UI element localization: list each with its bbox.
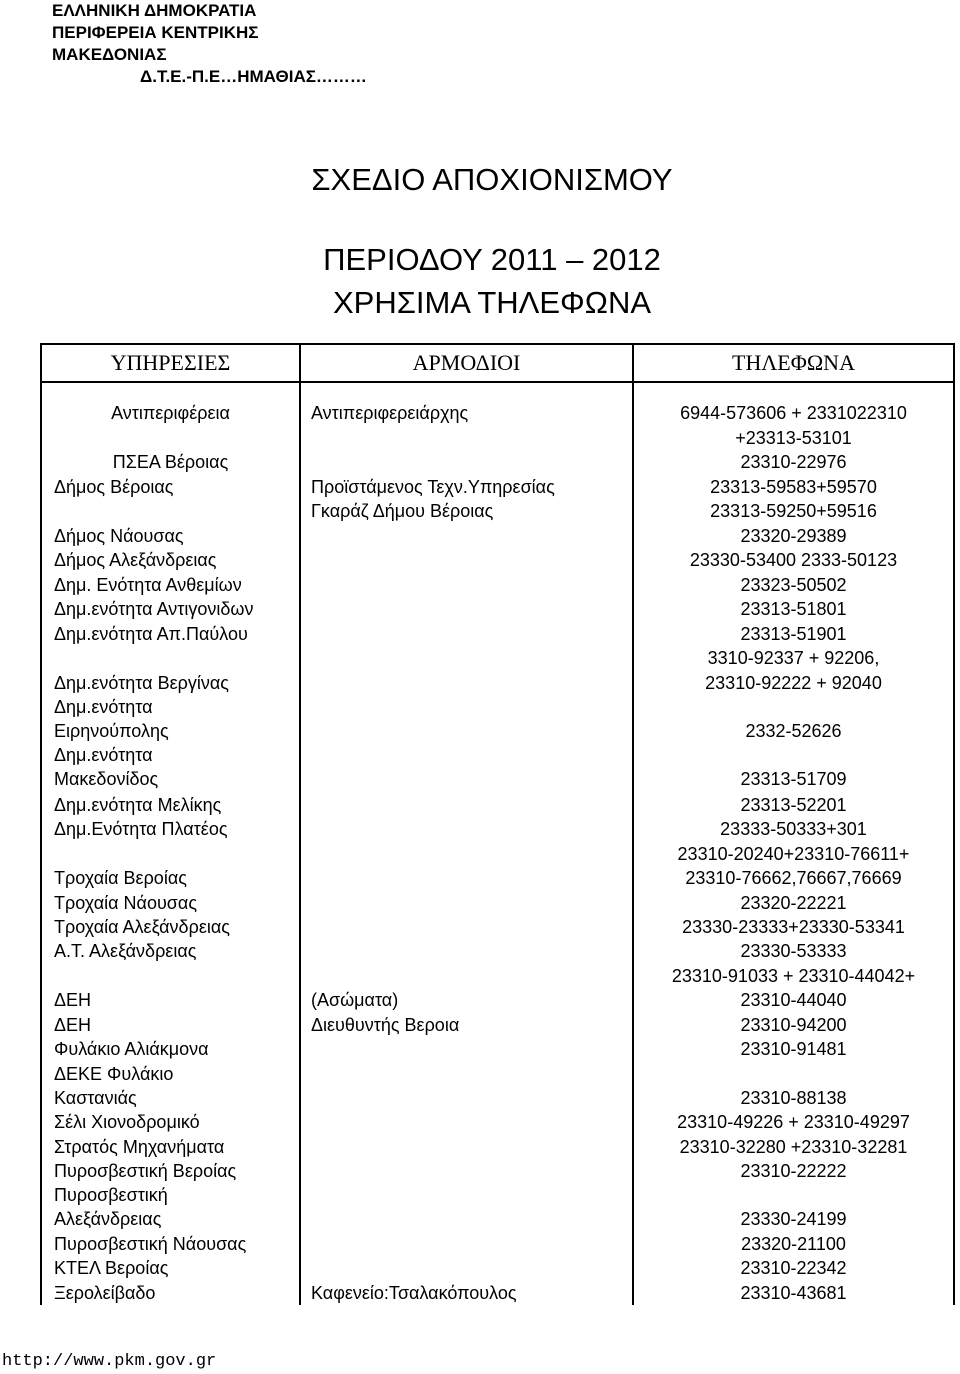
- phone-cell: 3310-92337 + 92206,: [707, 648, 880, 668]
- phone-cell: 23310-22222: [740, 1161, 847, 1181]
- phone-cell: 23310-44040: [740, 990, 847, 1010]
- service-cell: Τροχαία Νάουσας: [54, 893, 197, 913]
- column-header-responsible: ΑΡΜΟΔΙΟΙ: [412, 350, 521, 375]
- service-cell: Πυροσβεστική: [54, 1185, 168, 1205]
- service-cell: Δημ.ενότητα Απ.Παύλου: [54, 624, 248, 644]
- service-cell: Στρατός Μηχανήματα: [54, 1137, 225, 1157]
- phone-cell: 23310-91481: [740, 1039, 847, 1059]
- service-cell: ΔΕΗ: [54, 990, 92, 1010]
- service-cell: Δημ.ενότητα: [54, 745, 153, 765]
- service-cell: Τροχαία Αλεξάνδρειας: [54, 917, 230, 937]
- document-header: [52, 0, 367, 88]
- phone-cell: 23320-22221: [740, 893, 847, 913]
- phone-cell: +23313-53101: [735, 428, 852, 448]
- phone-cell: 23320-21100: [741, 1234, 846, 1254]
- phones-subtitle: ΧΡΗΣΙΜΑ ΤΗΛΕΦΩΝΑ: [332, 285, 652, 320]
- phone-cell: 23330-23333+23330-53341: [682, 917, 905, 937]
- header-rule: [42, 381, 953, 383]
- service-cell: ΔΕΗ: [54, 1015, 92, 1035]
- responsible-cell: Διευθυντής Βεροια: [311, 1015, 460, 1035]
- responsible-cell: Καφενείο:Τσαλακόπουλος: [311, 1283, 517, 1303]
- responsible-cell: (Ασώματα): [311, 990, 399, 1010]
- service-cell: Δημ.ενότητα: [54, 697, 153, 717]
- phone-cell: 6944-573606 + 2331022310: [680, 403, 907, 423]
- phone-cell: 23323-50502: [740, 575, 847, 595]
- service-cell: Αντιπεριφέρεια: [111, 403, 230, 423]
- phone-cell: 23313-51801: [740, 599, 847, 619]
- header-line-2: ΠΕΡΙΦΕΡΕΙΑ ΚΕΝΤΡΙΚΗΣ: [52, 23, 259, 42]
- phone-cell: 23310-76662,76667,76669: [685, 868, 902, 888]
- service-cell: Πυροσβεστική Βεροίας: [54, 1161, 237, 1181]
- service-cell: Αλεξάνδρειας: [54, 1209, 162, 1229]
- service-cell: Δημ.ενότητα Μελίκης: [54, 795, 222, 815]
- phone-cell: 23310-22976: [740, 452, 847, 472]
- header-line-1: ΕΛΛΗΝΙΚΗ ΔΗΜΟΚΡΑΤΙΑ: [52, 1, 257, 20]
- header-line-3: ΜΑΚΕΔΟΝΙΑΣ: [52, 45, 167, 64]
- phone-cell: 23330-53400 2333-50123: [689, 550, 898, 570]
- phone-cell: 23330-24199: [740, 1209, 847, 1229]
- phone-cell: 23310-88138: [740, 1088, 847, 1108]
- phone-cell: 23310-94200: [740, 1015, 847, 1035]
- column-header-phones: ΤΗΛΕΦΩΝΑ: [732, 350, 855, 375]
- service-cell: Δημ.ενότητα Βεργίνας: [54, 673, 229, 693]
- phone-cell: 23333-50333+301: [720, 819, 867, 839]
- service-cell: Ειρηνούπολης: [54, 721, 169, 741]
- phone-cell: 23330-53333: [740, 941, 847, 961]
- phone-cell: 23310-32280 +23310-32281: [679, 1137, 908, 1157]
- service-cell: Δημ.Ενότητα Πλατέος: [54, 819, 228, 839]
- service-cell: Τροχαία Βεροίας: [54, 868, 187, 888]
- phone-cell: 23313-51709: [740, 769, 847, 789]
- phone-cell: 23313-59250+59516: [710, 501, 877, 521]
- phone-cell: 23320-29389: [740, 526, 847, 546]
- service-cell: Α.Τ. Αλεξάνδρειας: [54, 941, 197, 961]
- service-cell: ΔΕΚΕ Φυλάκιο: [54, 1064, 174, 1084]
- phone-cell: 23313-51901: [740, 624, 847, 644]
- service-cell: Δήμος Νάουσας: [54, 526, 184, 546]
- document-title: ΣΧΕΔΙΟ ΑΠΟΧΙΟΝΙΣΜΟΥ: [311, 162, 673, 197]
- header-line-4: Δ.Τ.Ε.-Π.Ε…ΗΜΑΘΙΑΣ………: [140, 67, 367, 86]
- column-divider: [299, 345, 301, 1305]
- phone-cell: 23310-22342: [740, 1258, 847, 1278]
- service-cell: ΠΣΕΑ Βέροιας: [112, 452, 229, 472]
- service-cell: Καστανιάς: [54, 1088, 137, 1108]
- phone-cell: 23310-49226 + 23310-49297: [677, 1112, 910, 1132]
- period-title: ΠΕΡΙΟΔΟΥ 2011 – 2012: [323, 242, 661, 277]
- service-cell: Πυροσβεστική Νάουσας: [54, 1234, 247, 1254]
- phone-cell: 23313-52201: [740, 795, 847, 815]
- service-cell: Δήμος Βέροιας: [54, 477, 174, 497]
- service-cell: Μακεδονίδος: [54, 769, 159, 789]
- service-cell: Δήμος Αλεξάνδρειας: [54, 550, 217, 570]
- phone-cell: 23313-59583+59570: [710, 477, 877, 497]
- service-cell: ΚΤΕΛ Βεροίας: [54, 1258, 169, 1278]
- responsible-cell: Γκαράζ Δήμου Βέροιας: [311, 501, 494, 521]
- phone-cell: 23310-20240+23310-76611+: [677, 844, 910, 864]
- phone-cell: 23310-43681: [740, 1283, 847, 1303]
- phone-cell: 23310-92222 + 92040: [705, 673, 882, 693]
- service-cell: Φυλάκιο Αλιάκμονα: [54, 1039, 209, 1059]
- service-cell: Δημ.ενότητα Αντιγονιδων: [54, 599, 254, 619]
- column-header-services: ΥΠΗΡΕΣΙΕΣ: [110, 350, 231, 375]
- phone-cell: 23310-91033 + 23310-44042+: [671, 966, 916, 986]
- service-cell: Σέλι Χιονοδρομικό: [54, 1112, 200, 1132]
- phone-cell: 2332-52626: [745, 721, 842, 741]
- footer-url: http://www.pkm.gov.gr: [2, 1352, 217, 1371]
- service-cell: Ξερολείβαδο: [54, 1283, 156, 1303]
- service-cell: Δημ. Ενότητα Ανθεμίων: [54, 575, 242, 595]
- responsible-cell: Αντιπεριφερειάρχης: [311, 403, 469, 423]
- responsible-cell: Προϊστάμενος Τεχν.Υπηρεσίας: [311, 477, 555, 497]
- phone-table: [40, 343, 955, 1305]
